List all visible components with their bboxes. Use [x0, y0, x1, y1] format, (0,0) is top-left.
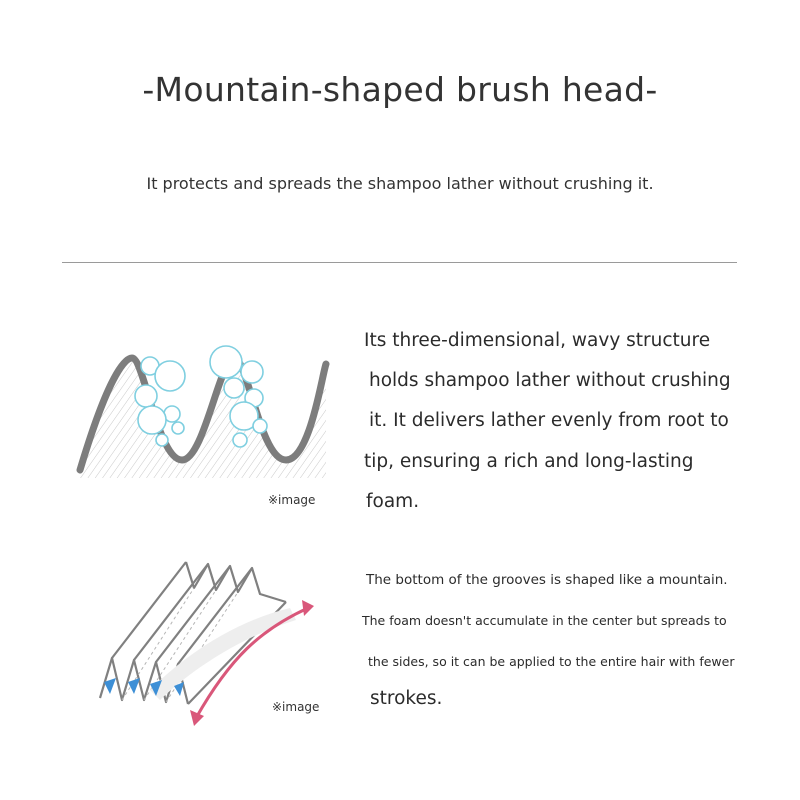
- section2-line: strokes.: [370, 688, 443, 709]
- section2-line: The foam doesn't accumulate in the center but spreads to: [362, 613, 727, 628]
- image-note: ※image: [272, 700, 320, 714]
- section1-line: Its three-dimensional, wavy structure: [364, 330, 711, 351]
- arrow-head-top: [302, 600, 314, 616]
- section1-line: tip, ensuring a rich and long-lasting: [364, 450, 694, 472]
- page-subtitle: It protects and spreads the shampoo lather without crushing it.: [146, 174, 654, 193]
- section2-line: the sides, so it can be applied to the entire hair with fewer: [368, 654, 735, 669]
- groove-ridge: [186, 562, 286, 602]
- section1-line: holds shampoo lather without crushing: [369, 370, 731, 392]
- page-title: -Mountain-shaped brush head-: [142, 70, 658, 109]
- image-note: ※image: [268, 493, 316, 507]
- divider: [62, 262, 737, 263]
- section1-description: [364, 321, 744, 522]
- groove-ridge: [134, 564, 208, 660]
- section1-line: foam.: [366, 490, 420, 512]
- arrow-head-bottom: [190, 710, 204, 726]
- section1-line: it. It delivers lather evenly from root to: [369, 410, 729, 432]
- wavy-structure-illustration: [74, 330, 334, 490]
- section2-line: The bottom of the grooves is shaped like a mountain.: [366, 572, 728, 588]
- groove-ridge: [112, 562, 186, 658]
